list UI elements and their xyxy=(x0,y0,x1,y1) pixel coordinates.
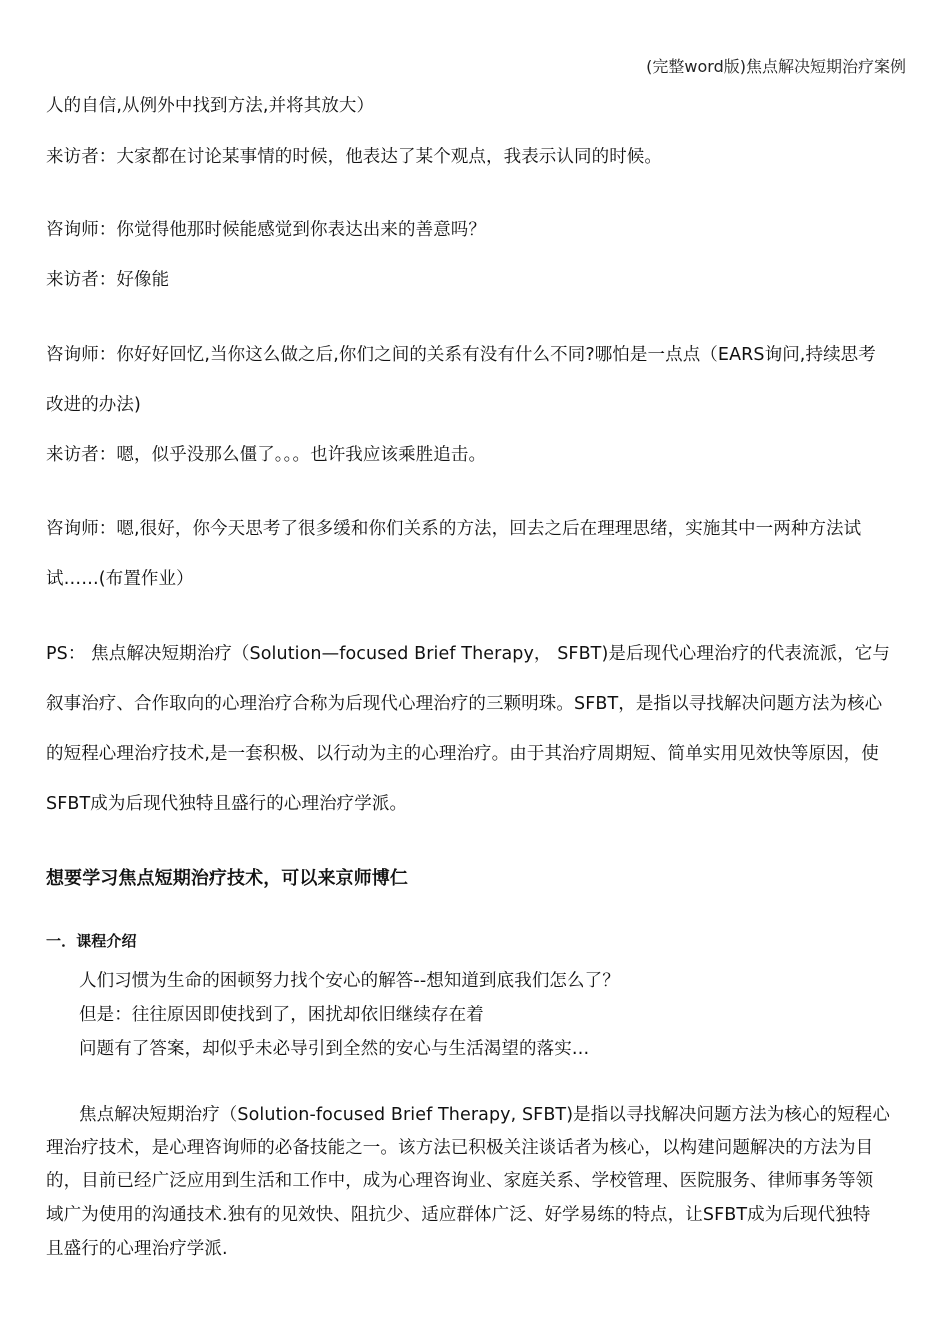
text-line: 来访者：好像能 xyxy=(46,270,170,290)
text-line: SFBT成为后现代独特且盛行的心理治疗学派。 xyxy=(46,794,408,814)
intro-line: 人们习惯为生命的困顿努力找个安心的解答--想知道到底我们怎么了？ xyxy=(79,971,620,991)
text-line: 人的自信,从例外中找到方法,并将其放大） xyxy=(46,96,375,116)
text-line: 咨询师：你觉得他那时候能感觉到你表达出来的善意吗？ xyxy=(46,220,486,240)
text-line: 来访者：大家都在讨论某事情的时候，他表达了某个观点，我表示认同的时候。 xyxy=(46,147,662,167)
text-line: 的短程心理治疗技术,是一套积极、以行动为主的心理治疗。由于其治疗周期短、简单实用见效快等原因，使 xyxy=(46,744,879,764)
paragraph-line: 且盛行的心理治疗学派. xyxy=(46,1239,228,1259)
paragraph-line: 的，目前已经广泛应用到生活和工作中，成为心理咨询业、家庭关系、学校管理、医院服务、律师事务等领 xyxy=(46,1171,874,1191)
course-subheading: 一．课程介绍 xyxy=(46,932,137,950)
intro-line: 但是：往往原因即使找到了，困扰却依旧继续存在着 xyxy=(79,1005,484,1025)
text-line: 叙事治疗、合作取向的心理治疗合称为后现代心理治疗的三颗明珠。SFBT，是指以寻找解决问题方法为核心 xyxy=(46,694,883,714)
text-line: 试……(布置作业） xyxy=(46,569,194,589)
text-line: 改进的办法) xyxy=(46,395,141,415)
text-line: 来访者：嗯，似乎没那么僵了。。。也许我应该乘胜追击。 xyxy=(46,445,487,465)
page-header: (完整word版)焦点解决短期治疗案例 xyxy=(646,57,906,76)
section-heading: 想要学习焦点短期治疗技术，可以来京师博仁 xyxy=(46,868,408,889)
paragraph-line: 域广为使用的沟通技术.独有的见效快、阻抗少、适应群体广泛、好学易练的特点，让SFBT成为后现代独特 xyxy=(46,1205,871,1225)
paragraph-line: 焦点解决短期治疗（Solution-focused Brief Therapy, SFBT)是指以寻找解决问题方法为核心的短程心 xyxy=(79,1105,890,1125)
paragraph-line: 理治疗技术，是心理咨询师的必备技能之一。该方法已积极关注谈话者为核心，以构建问题解决的方法为目 xyxy=(46,1138,874,1158)
text-line: PS： 焦点解决短期治疗（Solution—focused Brief Therapy， SFBT)是后现代心理治疗的代表流派，它与 xyxy=(46,644,890,664)
text-line: 咨询师：你好好回忆,当你这么做之后,你们之间的关系有没有什么不同?哪怕是一点点（EARS询问,持续思考 xyxy=(46,345,876,365)
intro-line: 问题有了答案，却似乎未必导引到全然的安心与生活渴望的落实… xyxy=(79,1039,590,1059)
text-line: 咨询师：嗯,很好，你今天思考了很多缓和你们关系的方法，回去之后在理理思绪，实施其中一两种方法试 xyxy=(46,519,862,539)
